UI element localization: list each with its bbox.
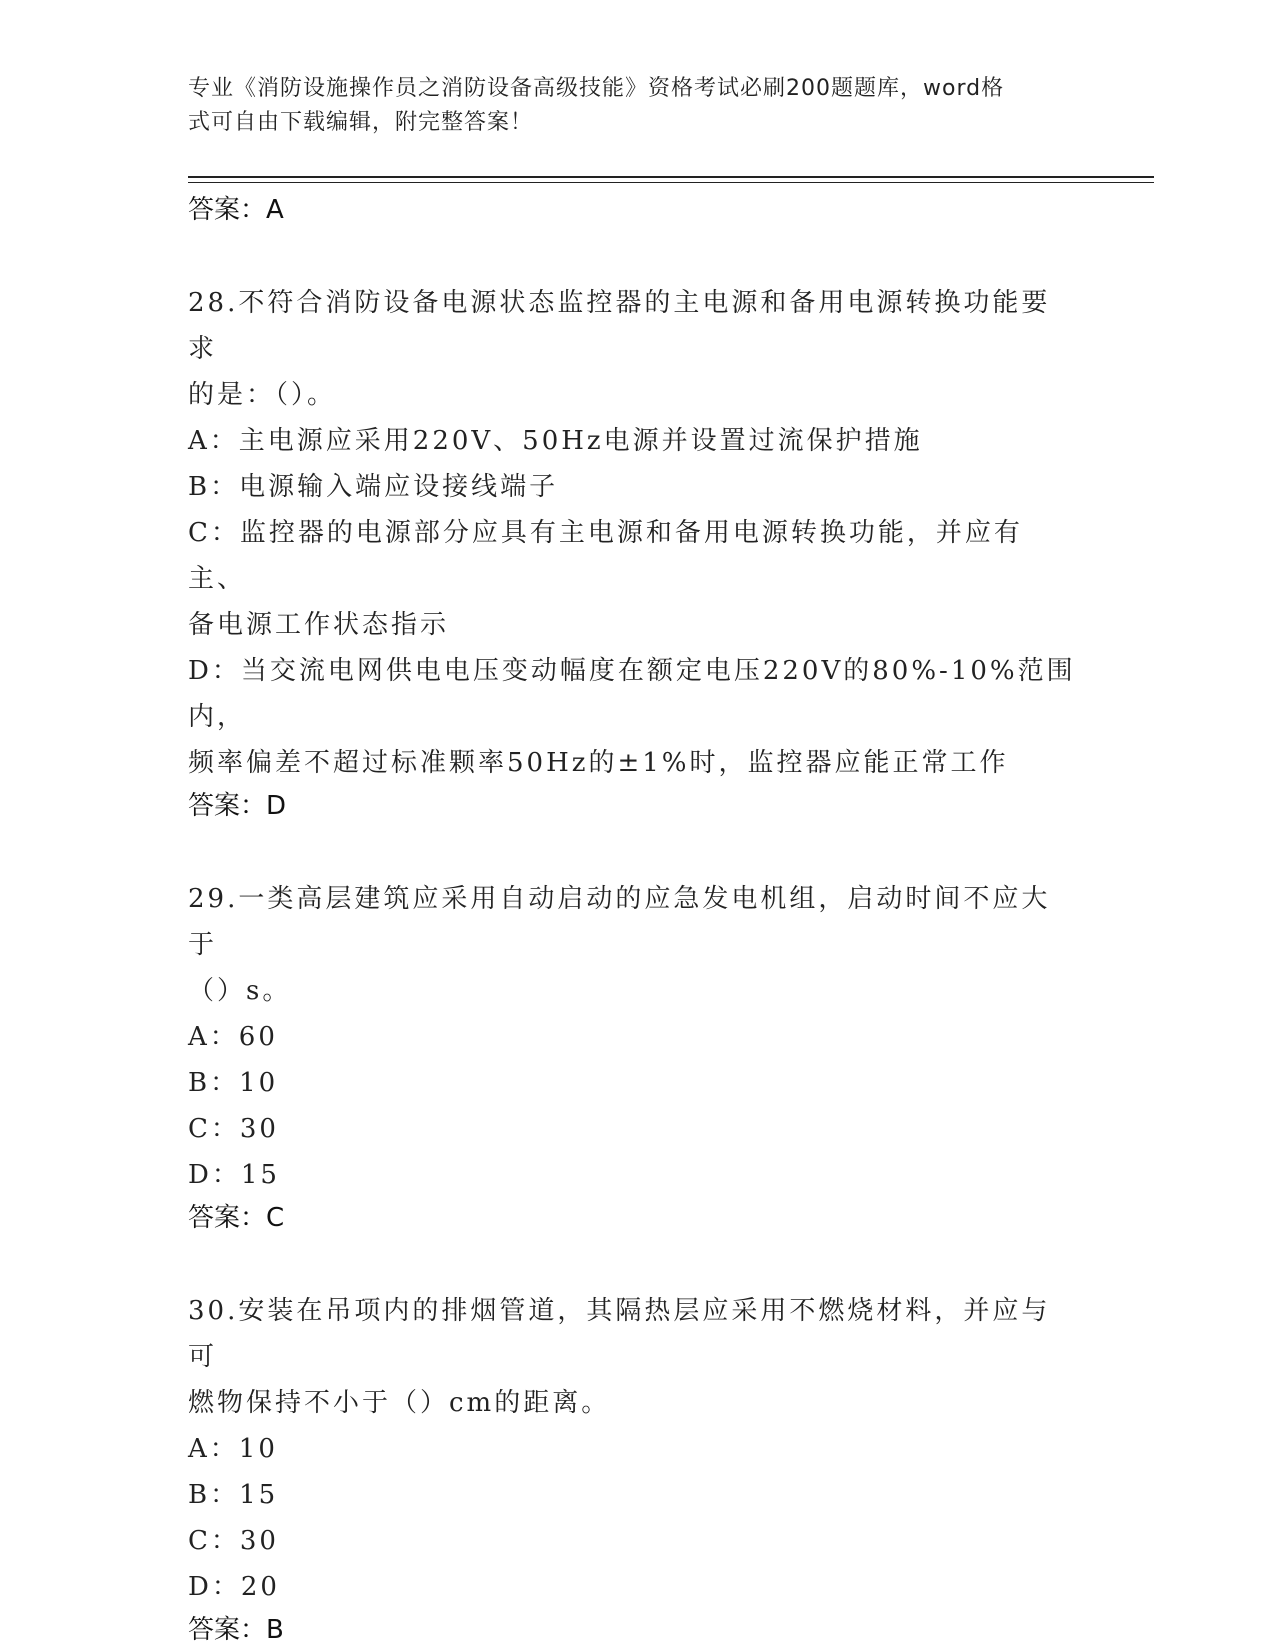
previous-answer: 答案：A: [188, 195, 284, 225]
question-stem-line: 28.不符合消防设备电源状态监控器的主电源和备用电源转换功能要求: [188, 288, 1051, 364]
option-a: A：60: [188, 1022, 278, 1052]
option-a: A：主电源应采用220V、50Hz电源并设置过流保护措施: [188, 426, 923, 456]
option-b: B：15: [188, 1480, 279, 1510]
header-divider-thin: [188, 182, 1154, 183]
option-d: D：20: [188, 1572, 280, 1602]
question-28: [188, 280, 1078, 826]
option-c: C：监控器的电源部分应具有主电源和备用电源转换功能，并应有主、: [188, 518, 1023, 594]
question-stem-line: 30.安装在吊项内的排烟管道，其隔热层应采用不燃烧材料，并应与可: [188, 1296, 1051, 1372]
option-d: D：15: [188, 1160, 280, 1190]
answer: 答案：B: [188, 1615, 284, 1645]
option-d: D：当交流电网供电电压变动幅度在额定电压220V的80%-10%范围内，: [188, 656, 1076, 732]
header-line-1: 专业《消防设施操作员之消防设备高级技能》资格考试必刷200题题库，word格: [188, 76, 1005, 101]
option-a: A：10: [188, 1434, 278, 1464]
question-stem-line: 燃物保持不小于（）cm的距离。: [188, 1388, 611, 1418]
option-d-continued: 频率偏差不超过标准颗率50Hz的±1%时，监控器应能正常工作: [188, 748, 1009, 778]
question-stem-line: 29.一类高层建筑应采用自动启动的应急发电机组，启动时间不应大于: [188, 884, 1051, 960]
question-30: [188, 1288, 1078, 1650]
answer: 答案：D: [188, 791, 287, 821]
answer: 答案：C: [188, 1203, 285, 1233]
header-line-2: 式可自由下载编辑，附完整答案！: [188, 110, 534, 135]
option-c: C：30: [188, 1114, 279, 1144]
option-b: B：10: [188, 1068, 279, 1098]
question-list: [188, 190, 1078, 1650]
document-header: [188, 72, 1088, 140]
option-c: C：30: [188, 1526, 279, 1556]
question-stem-line: 的是：（）。: [188, 380, 337, 410]
question-stem-line: （）s。: [188, 976, 292, 1006]
header-divider-thick: [188, 176, 1154, 178]
option-c-continued: 备电源工作状态指示: [188, 610, 450, 640]
option-b: B：电源输入端应设接线端子: [188, 472, 559, 502]
question-29: [188, 876, 1078, 1238]
